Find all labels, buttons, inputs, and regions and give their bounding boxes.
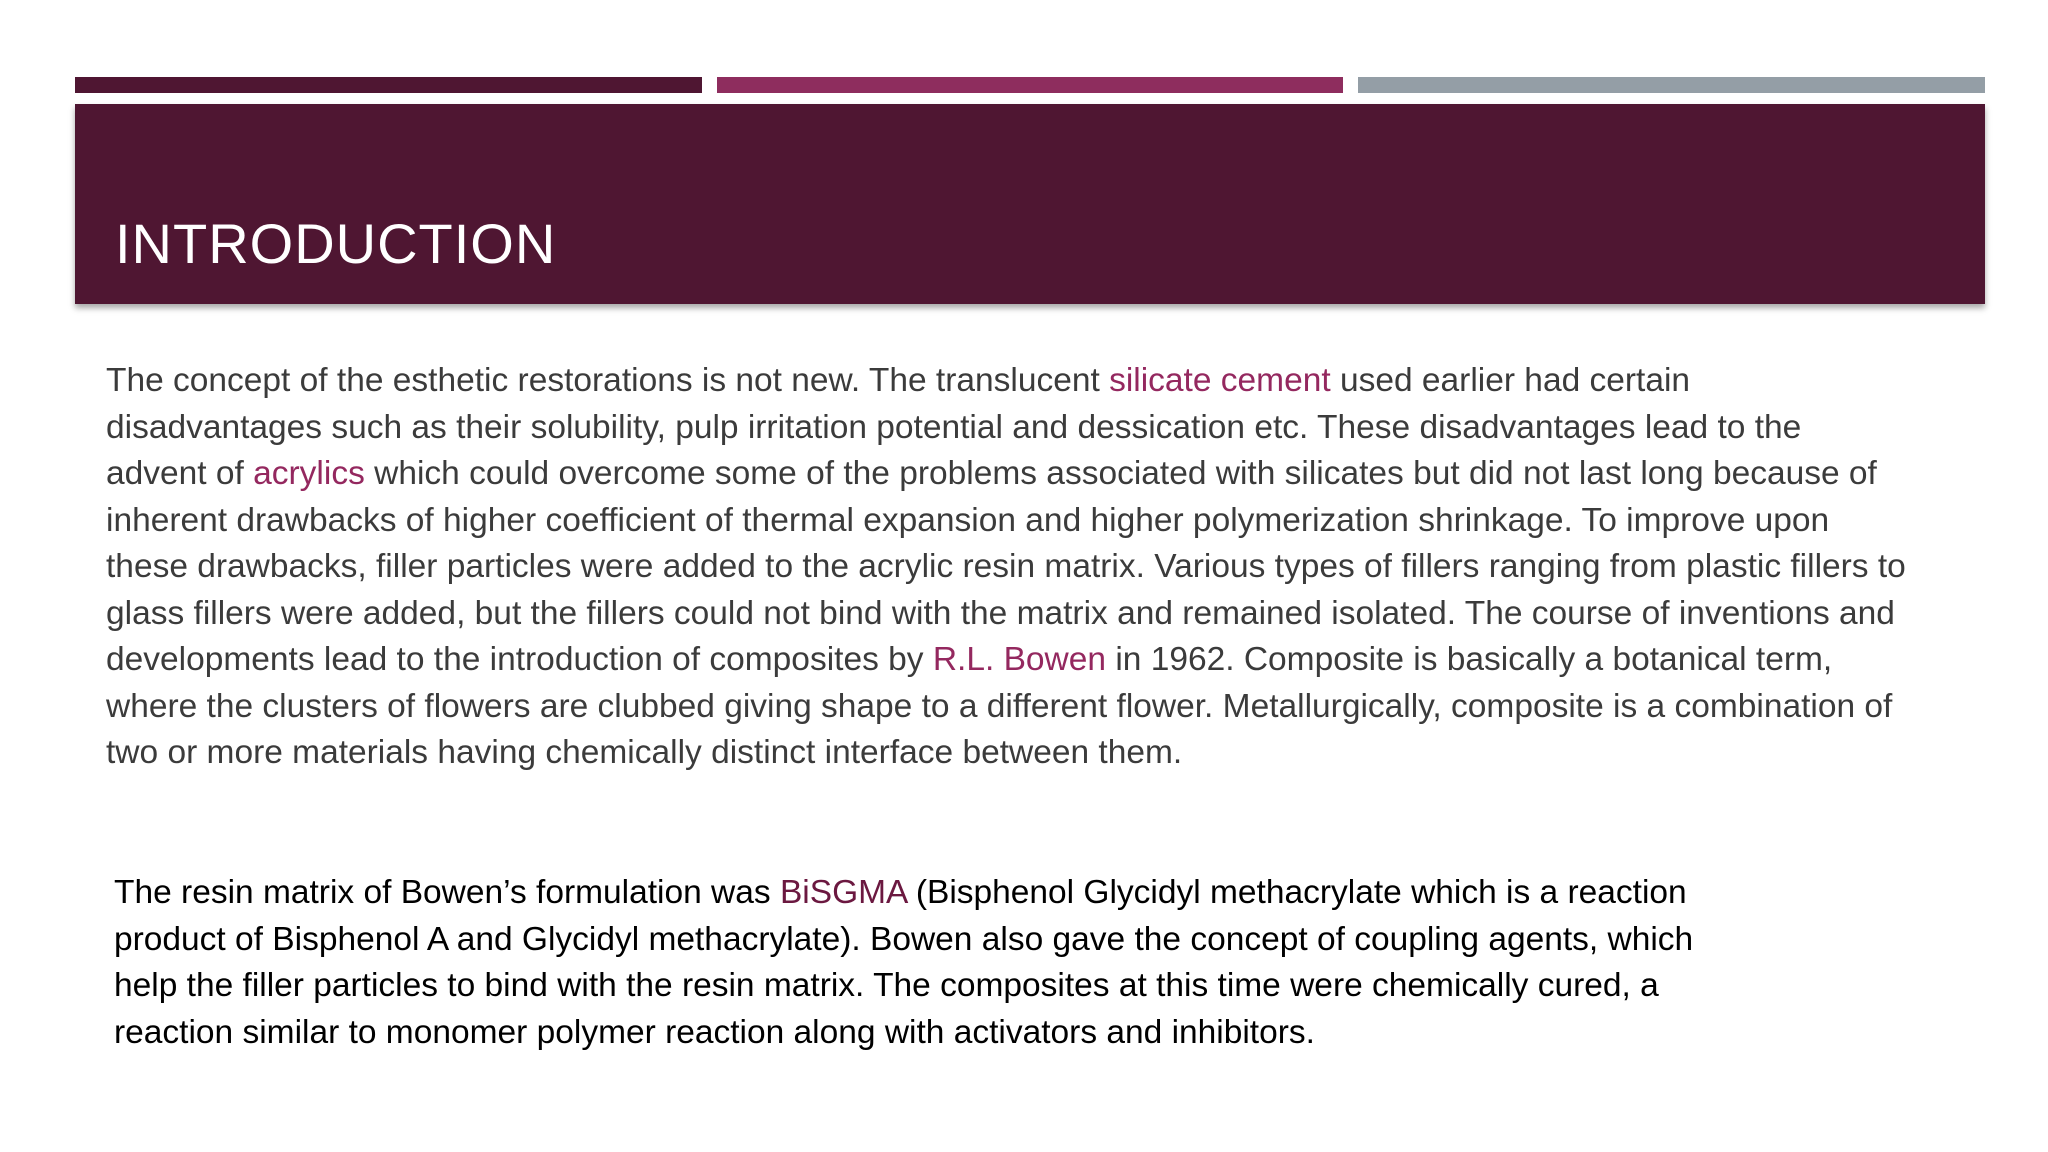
paragraph-text: (Bisphenol Glycidyl methacrylate which is a reaction product of Bisphenol A and Glycidyl methacrylate). Bowen also gave the concept of coupling agents, which help the filler particles to bind with the resin matrix. The composites at this time were chemically cured, a reaction similar to monomer polymer reaction along with activators and inhibitors.	[114, 874, 1694, 1051]
highlight-rl-bowen: R.L. Bowen	[932, 641, 1107, 678]
slide-title: INTRODUCTION	[115, 212, 557, 275]
title-band	[75, 104, 1985, 304]
accent-bar-left	[75, 77, 702, 93]
highlight-bisgma: BiSGMA	[779, 874, 907, 911]
paragraph-text: in 1962. Composite is basically a botanical term, where the clusters of flowers are clubbed giving shape to a different flower. Metallurgically, composite is a combination of two or more materials having chemically distinct interface between them.	[106, 641, 1893, 771]
paragraph-text: The concept of the esthetic restorations is not new. The translucent	[106, 362, 1110, 399]
highlight-silicate-cement: silicate cement	[1109, 362, 1331, 399]
paragraph-text: The resin matrix of Bowen’s formulation was	[114, 874, 780, 911]
paragraph-text: which could overcome some of the problems associated with silicates but did not last long because of inherent drawbacks of higher coefficient of thermal expansion and higher polymerization shrinkage. To improve upon these drawbacks, filler particles were added to the acrylic resin matrix. Various types of fillers ranging from plastic fillers to glass fillers were added, but the fillers could not bind with the matrix and remained isolated. The course of inventions and developments lead to the introduction of composites by	[106, 455, 1906, 678]
accent-bar-right	[1358, 77, 1985, 93]
highlight-acrylics: acrylics	[253, 455, 365, 492]
intro-paragraph	[106, 358, 1906, 777]
accent-bar-middle	[717, 77, 1343, 93]
paragraph-text: used earlier had certain disadvantages such as their solubility, pulp irritation potential and dessication etc. These disadvantages lead to the advent of	[106, 362, 1802, 492]
resin-matrix-paragraph	[114, 870, 1764, 1056]
